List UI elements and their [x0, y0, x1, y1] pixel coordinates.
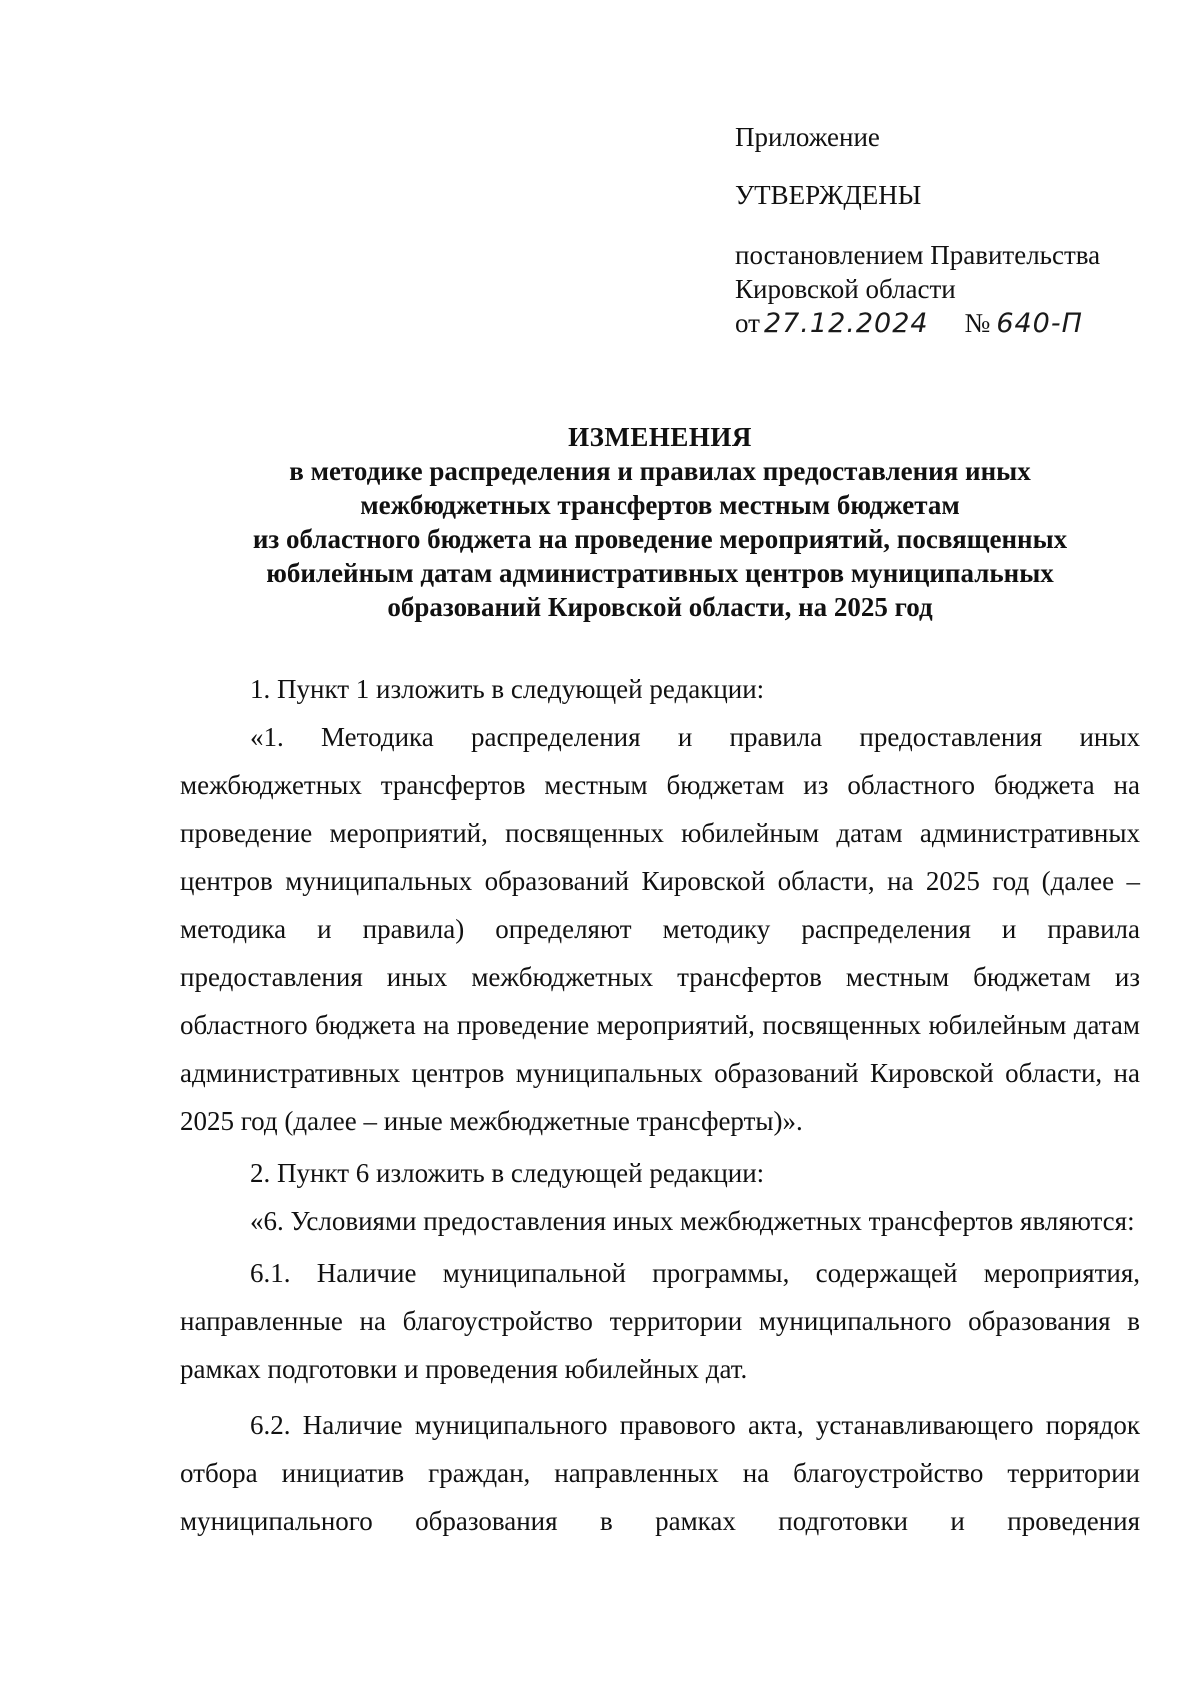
title-line-1: в методике распределения и правилах предоставления иных: [289, 456, 1031, 486]
title-line-2: межбюджетных трансфертов местным бюджетам: [360, 490, 960, 520]
title-line-4: юбилейным датам административных центров муниципальных: [266, 558, 1054, 588]
document-title: [180, 420, 1140, 624]
approved-label: УТВЕРЖДЕНЫ: [735, 180, 922, 210]
approval-block: [735, 120, 1155, 341]
paragraph-1: 1. Пункт 1 изложить в следующей редакции:: [250, 674, 765, 704]
paragraph-4: «6. Условиями предоставления иных межбюджетных трансфертов являются:: [250, 1206, 1135, 1236]
title-line-3: из областного бюджета на проведение мероприятий, посвященных: [252, 524, 1068, 554]
document-body: [180, 665, 1140, 1545]
date-prefix: от: [735, 308, 760, 338]
handwritten-date: 27.12.2024: [763, 308, 929, 339]
paragraph-5: 6.1. Наличие муниципальной программы, содержащей мероприятия, направленные на благоустройство территории муниципального образования в рамках подготовки и проведения юбилейных дат.: [180, 1258, 1140, 1384]
decree-line-2: Кировской области: [735, 274, 956, 304]
annex-label: Приложение: [735, 122, 880, 152]
decree-line-1: постановлением Правительства: [735, 240, 1101, 270]
title-heading: ИЗМЕНЕНИЯ: [568, 422, 752, 452]
number-prefix: №: [964, 308, 991, 338]
paragraph-6: 6.2. Наличие муниципального правового акта, устанавливающего порядок отбора инициатив граждан, направленных на благоустройство территории муниципального образования в рамках подготовки и проведения: [180, 1410, 1140, 1536]
paragraph-2: «1. Методика распределения и правила предоставления иных межбюджетных трансфертов местным бюджетам из областного бюджета на проведение мероприятий, посвященных юбилейным датам административных центров муниципальных образований Кировской области, на 2025 год (далее – методика и правила) определяют методику распределения и правила предоставления иных межбюджетных трансфертов местным бюджетам из областного бюджета на проведение мероприятий, посвященных юбилейным датам административных центров муниципальных образований Кировской области, на 2025 год (далее – иные межбюджетные трансферты)».: [180, 722, 1140, 1136]
paragraph-3: 2. Пункт 6 изложить в следующей редакции:: [250, 1158, 765, 1188]
handwritten-number: 640-П: [996, 308, 1083, 339]
decree-date-number: [735, 306, 1155, 341]
title-line-5: образований Кировской области, на 2025 год: [387, 592, 933, 622]
